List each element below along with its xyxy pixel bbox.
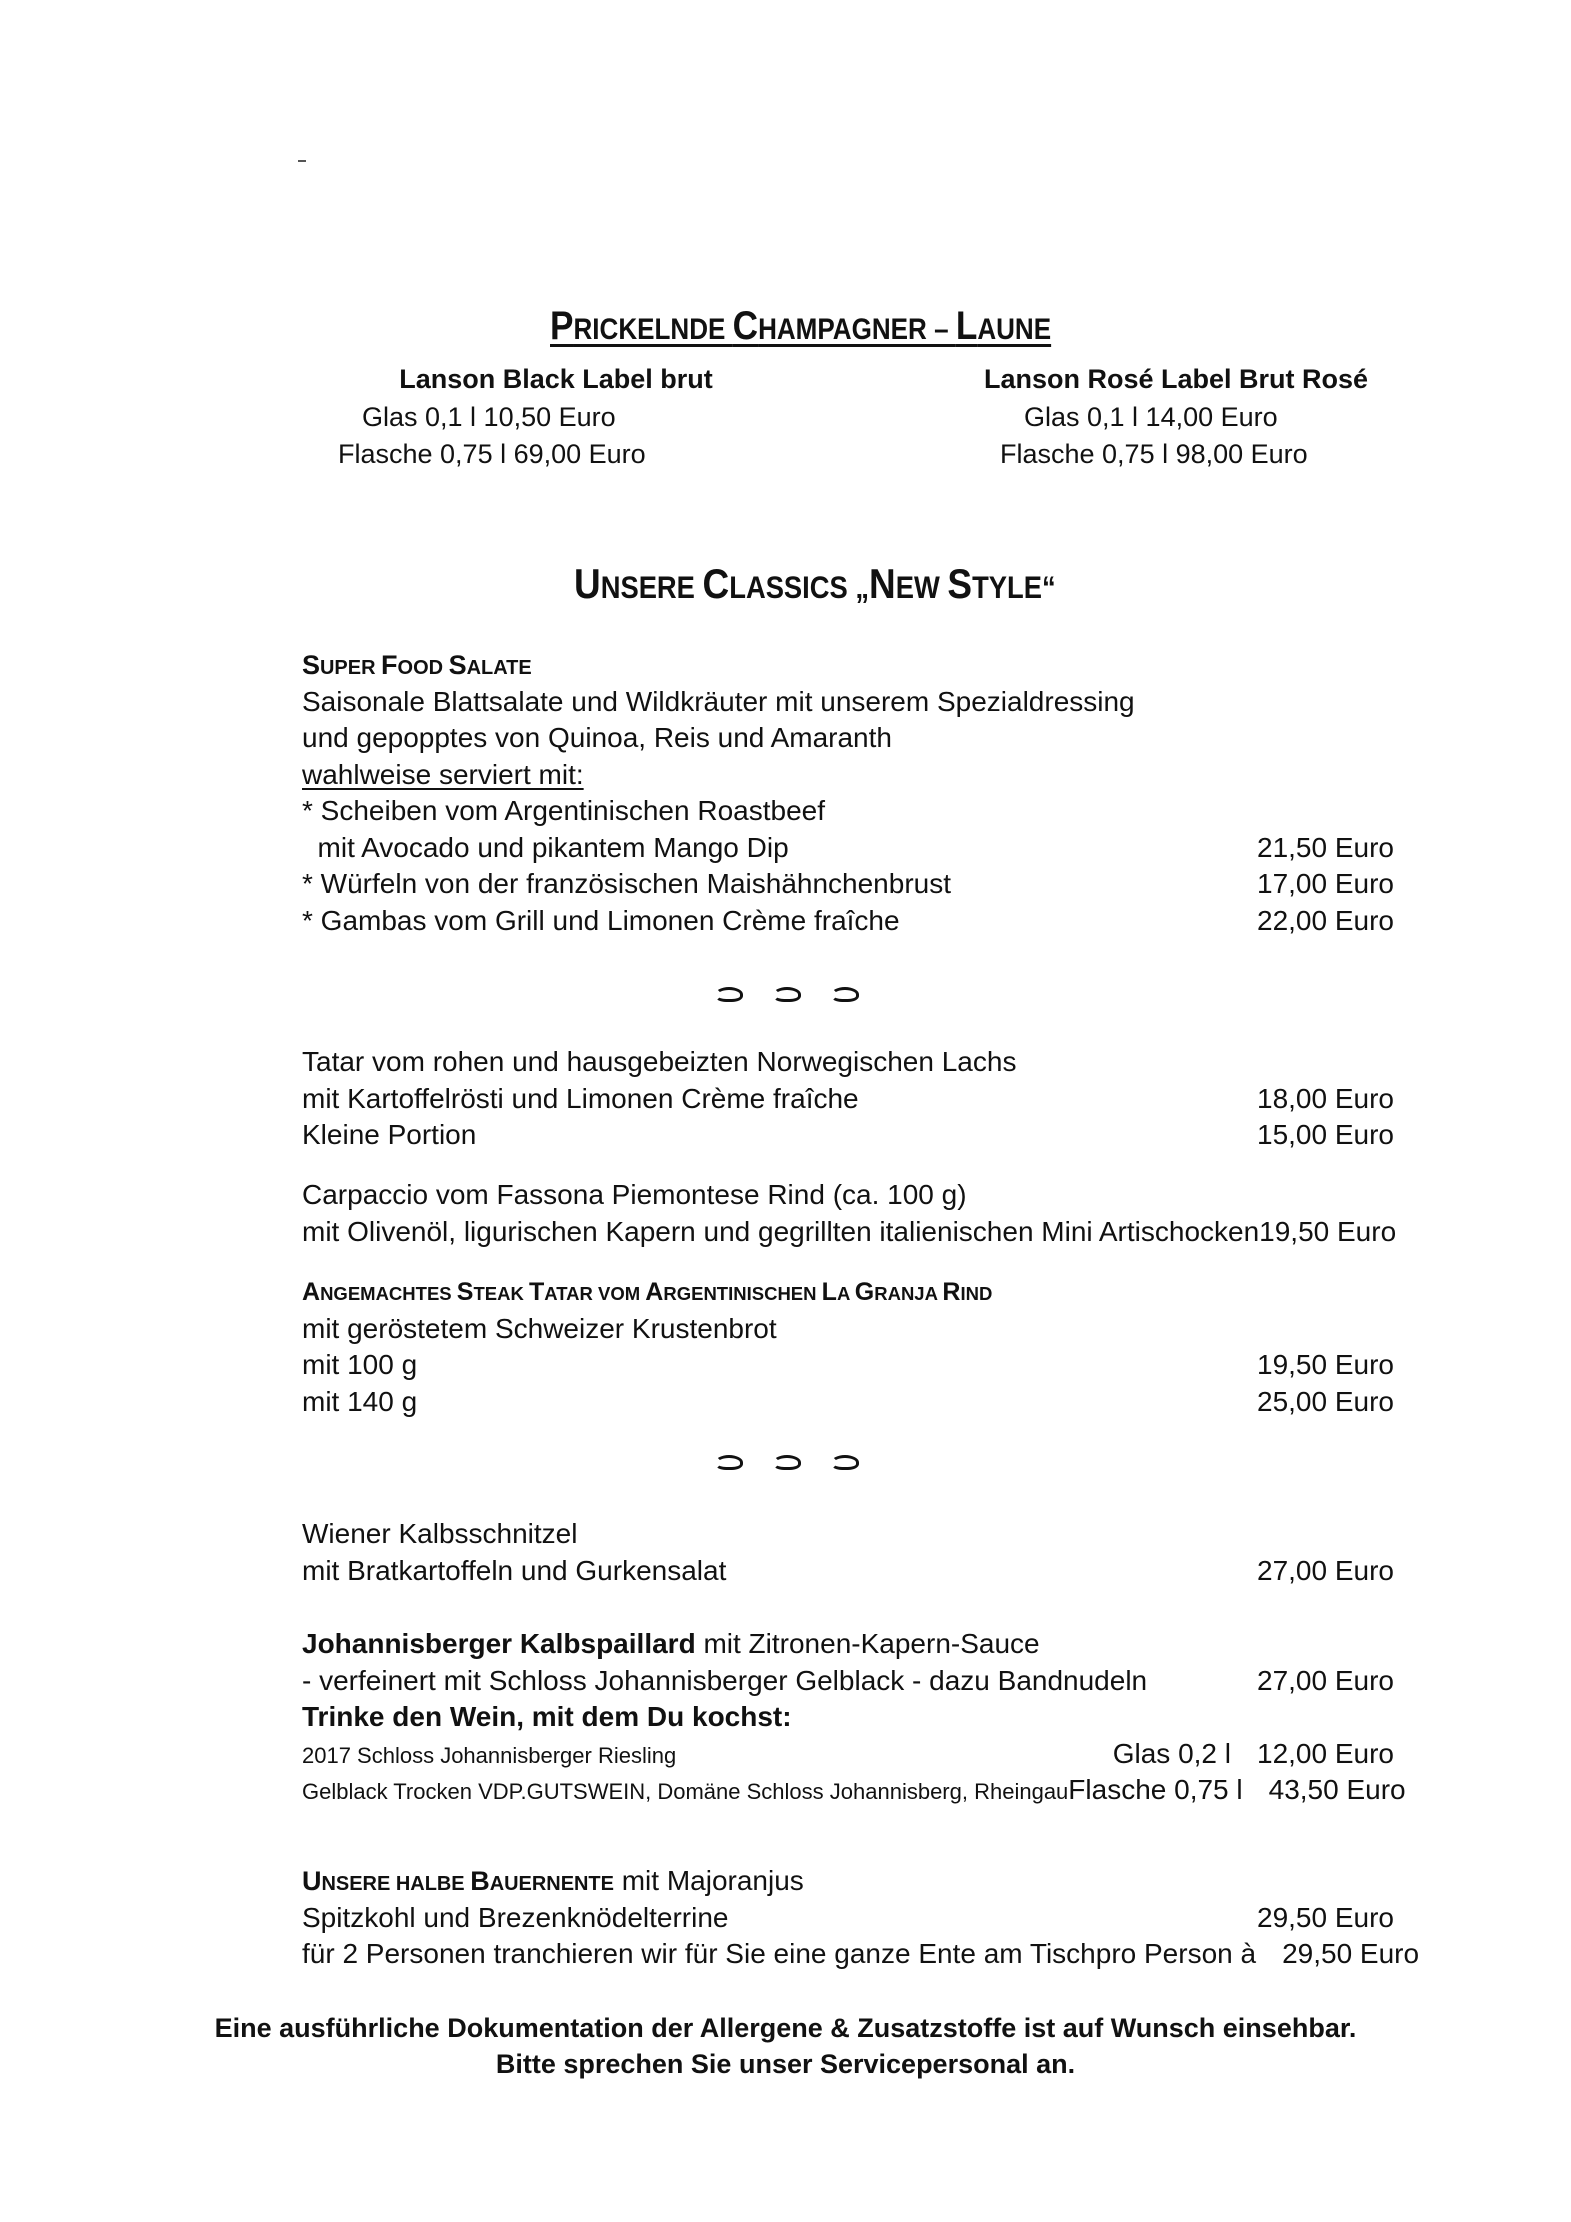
wine-left — [346, 364, 766, 395]
steak-heading: ANGEMACHTES STEAK TATAR VOM ARGENTINISCHEN LA GRANJA RIND — [302, 1278, 993, 1306]
salate-choice: wahlweise serviert mit: — [302, 758, 584, 790]
carpaccio-line-1: Carpaccio vom Fassona Piemontese Rind (ca. 100 g) — [302, 1179, 967, 1210]
paillard-wine-1: 2017 Schloss Johannisberger Riesling — [302, 1742, 677, 1768]
paillard-wine-2: Gelblack Trocken VDP.GUTSWEIN, Domäne Schloss Johannisberg, Rheingau — [302, 1779, 1069, 1804]
ente-section — [302, 1863, 1420, 1973]
carpaccio-section — [302, 1177, 1397, 1250]
salate-option-1: * Scheiben vom Argentinischen Roastbeef — [302, 795, 825, 826]
ente-price: 29,50 Euro — [1257, 1901, 1394, 1933]
salate-heading: SUPER FOOD SALATE — [302, 650, 532, 680]
salate-option-2: * Würfeln von der französischen Maishähnchenbrust — [302, 868, 952, 899]
tatar-line-1: Tatar vom rohen und hausgebeizten Norwegischen Lachs — [302, 1046, 1017, 1077]
carpaccio-price: 19,50 Euro — [1259, 1215, 1397, 1247]
wine-left-glass: Glas 0,1 l 10,50 Euro — [362, 402, 616, 432]
steak-100g: mit 100 g — [302, 1349, 418, 1380]
wine-left-bottle: Flasche 0,75 l 69,00 Euro — [338, 439, 646, 469]
salate-option-2-price: 17,00 Euro — [1257, 868, 1394, 899]
ente-line-2: Spitzkohl und Brezenknödelterrine — [302, 1901, 729, 1933]
steak-section — [302, 1274, 1394, 1420]
swirl-ornament-icon — [831, 1452, 857, 1466]
swirl-ornament-icon — [715, 984, 741, 998]
ente-heading: UNSERE HALBE BAUERNENTE mit Majoranjus — [302, 1865, 804, 1896]
salate-option-3-price: 22,00 Euro — [1257, 904, 1394, 936]
steak-140g: mit 140 g — [302, 1385, 418, 1417]
tatar-line-2: mit Kartoffelrösti und Limonen Crème fraîche — [302, 1082, 859, 1114]
swirl-ornament-icon — [715, 1452, 741, 1466]
tatar-small-price: 15,00 Euro — [1257, 1119, 1394, 1150]
paillard-wine-2-size: Flasche 0,75 l — [1068, 1774, 1243, 1805]
paillard-line-1: Johannisberger Kalbspaillard mit Zitronen-Kapern-Sauce — [302, 1628, 1040, 1659]
wine-right-glass: Glas 0,1 l 14,00 Euro — [1024, 402, 1278, 432]
allergen-note — [0, 2010, 1571, 2082]
swirl-ornament-icon — [773, 1452, 799, 1466]
schnitzel-line-1: Wiener Kalbsschnitzel — [302, 1518, 578, 1549]
wine-right-name: Lanson Rosé Label Brut Rosé — [984, 364, 1369, 394]
ornament-divider-1 — [0, 978, 1571, 1004]
allergen-note-line-2: Bitte sprechen Sie unser Servicepersonal an. — [495, 2049, 1076, 2079]
steak-line-1: mit geröstetem Schweizer Krustenbrot — [302, 1312, 777, 1344]
ente-per-person: pro Person à — [1095, 1938, 1257, 1969]
tatar-small-portion: Kleine Portion — [302, 1119, 477, 1150]
tatar-section — [302, 1044, 1394, 1154]
salate-section — [302, 647, 1394, 939]
stray-mark — [298, 160, 306, 162]
paillard-price: 27,00 Euro — [1257, 1664, 1394, 1696]
paillard-wine-1-size: Glas 0,2 l — [1112, 1737, 1231, 1769]
paillard-line-2: - verfeinert mit Schloss Johannisberger Gelblack - dazu Bandnudeln — [302, 1664, 1148, 1696]
swirl-ornament-icon — [773, 984, 799, 998]
salate-option-1-price: 21,50 Euro — [1257, 831, 1394, 863]
salate-option-3: * Gambas vom Grill und Limonen Crème fraîche — [302, 904, 900, 936]
paillard-wine-1-price: 12,00 Euro — [1257, 1737, 1394, 1769]
paillard-section — [302, 1626, 1406, 1809]
ente-per-person-price: 29,50 Euro — [1282, 1938, 1420, 1969]
steak-100g-price: 19,50 Euro — [1257, 1349, 1394, 1380]
wine-right-bottle: Flasche 0,75 l 98,00 Euro — [1000, 439, 1308, 469]
ornament-divider-2 — [0, 1446, 1571, 1472]
carpaccio-line-2: mit Olivenöl, ligurischen Kapern und gegrillten italienischen Mini Artischocken — [302, 1215, 1260, 1247]
tatar-price: 18,00 Euro — [1257, 1082, 1394, 1114]
salate-desc-1: Saisonale Blattsalate und Wildkräuter mit unserem Spezialdressing — [302, 685, 1135, 717]
paillard-wine-2-price: 43,50 Euro — [1268, 1774, 1406, 1805]
salate-desc-2: und gepopptes von Quinoa, Reis und Amaranth — [302, 722, 892, 753]
ente-line-3: für 2 Personen tranchieren wir für Sie eine ganze Ente am Tisch — [302, 1938, 1096, 1969]
swirl-ornament-icon — [831, 984, 857, 998]
paillard-wine-heading: Trinke den Wein, mit dem Du kochst: — [302, 1701, 792, 1732]
salate-option-1-detail: mit Avocado und pikantem Mango Dip — [302, 831, 789, 863]
classics-title: UNSERE CLASSICS „NEW STYLE“ — [574, 560, 1056, 607]
steak-140g-price: 25,00 Euro — [1257, 1385, 1394, 1417]
schnitzel-price: 27,00 Euro — [1257, 1554, 1394, 1586]
wine-left-name: Lanson Black Label brut — [399, 364, 713, 394]
champagne-title: PRICKELNDE CHAMPAGNER – LAUNE — [550, 304, 1052, 348]
schnitzel-line-2: mit Bratkartoffeln und Gurkensalat — [302, 1554, 727, 1586]
allergen-note-line-1: Eine ausführliche Dokumentation der Allergene & Zusatzstoffe ist auf Wunsch einsehbar. — [214, 2013, 1357, 2043]
schnitzel-section — [302, 1516, 1394, 1589]
